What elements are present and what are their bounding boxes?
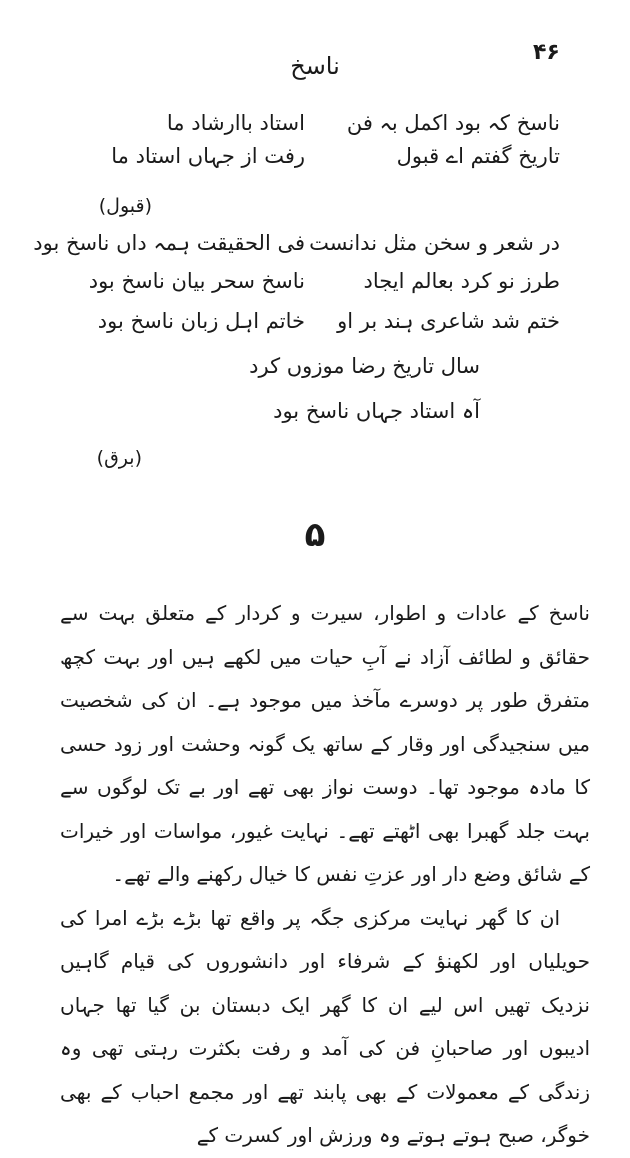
paragraph: ان کا گھر نہایت مرکزی جگہ پر واقع تھا بڑے بڑے امرا کی حویلیاں اور لکھنؤ کے شرفاء اور دانشوروں کی قیام گاہیں نزدیک تھیں اس لیے ان کا گھر ایک دبستان بن گیا تھا جہاں ادیبوں اور صاحبانِ فن کی آمد و رفت بکثرت رہتی تھی وہ زندگی کے معمولات کے بھی پابند تھے اور مجمع احباب کے بھی خوگر، صبح ہوتے ہوتے وہ ورزش اور کسرت کے bbox=[60, 905, 590, 1147]
paragraph: ناسخ کے عادات و اطوار، سیرت و کردار کے متعلق بہت سے حقائق و لطائف آزاد نے آبِ حیات میں لکھے ہیں اور بہت کچھ متفرق طور پر دوسرے مآخذ میں موجود ہے۔ ان کی شخصیت میں سنجیدگی اور وقار کے ساتھ یک گونہ وحشت اور زود حسی کا مادہ موجود تھا۔ دوست نواز بھی تھے اور بے تک لوگوں سے بہت جلد گھبرا بھی اٹھتے تھے۔ نہایت غیور، مواسات اور خیرات کے شائق وضع دار اور عزتِ نفس کا خیال رکھنے والے تھے۔ bbox=[60, 601, 590, 886]
page-number: ۴۶ bbox=[533, 40, 560, 65]
verse-second-hemistich: ناسخ سحر بیان ناسخ بود bbox=[88, 269, 305, 293]
poem1-couplet bbox=[60, 105, 560, 141]
verse-first-hemistich: در شعر و سخن مثل ندانست bbox=[309, 231, 560, 255]
section-number: ۵ bbox=[304, 515, 326, 555]
poem2-couplet bbox=[33, 225, 560, 261]
verse-second-hemistich: رفت از جہاں استاد ما bbox=[111, 144, 305, 168]
poem2-closing-line: سال تاریخ رضا موزوں کرد bbox=[249, 354, 480, 378]
poem1-attribution: (قبول) bbox=[98, 195, 152, 217]
poem2-attribution: (برق) bbox=[96, 447, 142, 469]
prose-body bbox=[60, 592, 590, 1158]
verse-first-hemistich: ناسخ کہ بود اکمل بہ فن bbox=[346, 111, 560, 135]
verse-second-hemistich: فی الحقیقت ہمہ داں ناسخ بود bbox=[33, 231, 305, 255]
verse-second-hemistich: استاد باارشاد ما bbox=[166, 111, 305, 135]
running-head: ناسخ bbox=[290, 52, 340, 80]
verse-first-hemistich: طرز نو کرد بعالم ایجاد bbox=[363, 269, 560, 293]
verse-second-hemistich: خاتم اہل زبان ناسخ بود bbox=[97, 309, 305, 333]
poem2-couplet bbox=[60, 263, 560, 299]
verse-first-hemistich: تاریخ گفتم اے قبول bbox=[396, 144, 560, 168]
poem2-couplet bbox=[60, 303, 560, 339]
verse-first-hemistich: ختم شد شاعری ہند بر او bbox=[337, 309, 560, 333]
poem1-couplet bbox=[60, 138, 560, 174]
poem2-closing-line: آہ استاد جہاں ناسخ بود bbox=[273, 399, 480, 423]
